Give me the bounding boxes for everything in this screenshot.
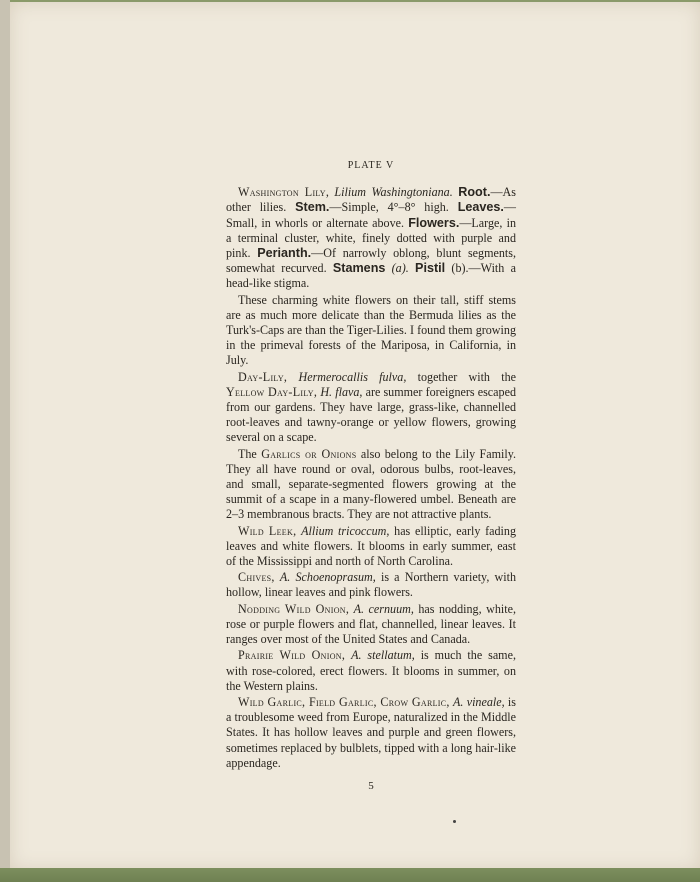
- paragraph-prairie-onion: [226, 648, 516, 694]
- paragraph-description: These charming white flowers on their tall, stiff stems are as much more delicate than the Bermuda lilies as the Turk's-Caps are than the Tiger-Lilies. I found them growing in the primeval forests of the Mariposa, in California, in July.: [226, 292, 516, 368]
- perianth-text: —Of narrowly oblong, blunt segments, somewhat recurved.: [226, 246, 516, 276]
- body-text: has elliptic, early fading leaves and white flowers. It blooms in early summer, east of the Mississippi and north of North Carolina.: [226, 523, 517, 569]
- common-name: Prairie Wild Onion,: [238, 648, 346, 663]
- stamens-text: (a).: [391, 261, 409, 276]
- latin-name: A. Schoenoprasum,: [279, 570, 376, 585]
- stem-label: Stem.: [295, 200, 330, 215]
- body-text: also belong to the Lily Family. They all have round or oval, odorous bulbs, root-leaves, and small, separate-segmented flowers growing at the summit of a scape in a many-flowered umbel. Beneath are 2–3 membranous bracts. They are not attractive plants.: [226, 446, 516, 522]
- stamens-label: Stamens: [332, 261, 386, 276]
- latin-name: A. stellatum,: [351, 648, 415, 663]
- body-text: together with the: [417, 369, 516, 384]
- perianth-label: Perianth.: [257, 246, 312, 261]
- page-number: 5: [368, 779, 374, 792]
- ink-speck: [453, 820, 456, 823]
- body-text: are summer foreigners escaped from our gardens. They have large, grass-like, channelled root-leaves and tawny-orange or yellow flowers, growing several on a scape.: [226, 384, 516, 445]
- common-name: Wild Garlic, Field Garlic, Crow Garlic,: [238, 694, 450, 709]
- leaves-text: —Small, in whorls or alternate above.: [226, 200, 516, 230]
- flowers-text: —Large, in a terminal cluster, white, finely dotted with purple and pink.: [226, 215, 517, 261]
- common-name: Garlics or Onions: [261, 446, 357, 461]
- body-text: has nodding, white, rose or purple flowers and flat, channelled, linear leaves. It ranges over most of the United States and Canada.: [226, 601, 516, 647]
- root-label: Root.: [458, 185, 491, 200]
- paragraph-wild-garlic: [226, 695, 516, 771]
- latin-name: H. flava,: [320, 384, 363, 399]
- book-cover-edge: [0, 868, 700, 882]
- book-binding: [0, 0, 10, 882]
- common-name: Wild Leek,: [238, 523, 297, 538]
- paragraph-wild-leek: [226, 524, 516, 570]
- common-name: Nodding Wild Onion,: [238, 601, 350, 616]
- paragraph-garlics: [226, 447, 516, 523]
- flowers-label: Flowers.: [408, 215, 460, 230]
- latin-name: Allium tricoccum,: [301, 523, 390, 538]
- paragraph-chives: [226, 570, 516, 600]
- body-text: is much the same, with rose-colored, erect flowers. It blooms in summer, on the Western plains.: [226, 648, 516, 693]
- page-text: [226, 158, 516, 794]
- latin-name: Hermerocallis fulva,: [298, 369, 407, 384]
- latin-name: Lilium Washingtoniana.: [334, 185, 453, 200]
- leaves-label: Leaves.: [457, 200, 504, 215]
- common-name: Yellow Day-Lily,: [226, 384, 318, 399]
- body-text: is a Northern variety, with hollow, linear leaves and pink flowers.: [226, 570, 517, 600]
- paragraph-washington-lily: Washington Lily, Lilium Washingtoniana. Root.—As other lilies. Stem.—Simple, 4°–8° high. Leaves.—Small, in whorls or alternate above. Flowers.—Large, in a terminal cluster, white, finely dotted with purple and pink. Perianth.—Of narrowly oblong, blunt segments, somewhat recurved. Stamens (a). Pistil (b).—With a head-like stigma.: [226, 185, 517, 291]
- root-text: —As other lilies.: [226, 185, 516, 215]
- latin-name: A. cernuum,: [353, 601, 414, 616]
- body-text: is a troublesome weed from Europe, naturalized in the Middle States. It has hollow leaves and purple and green flowers, sometimes replaced by bulblets, tipped with a long hair-like appendage.: [226, 694, 516, 770]
- common-name: Washington Lily: [238, 185, 326, 200]
- stem-text: —Simple, 4°–8° high.: [329, 200, 449, 215]
- paragraph-day-lily: [226, 370, 516, 446]
- common-name: Chives,: [238, 570, 275, 585]
- pistil-label: Pistil: [415, 261, 446, 276]
- common-name: Day-Lily,: [238, 369, 288, 384]
- plate-heading: PLATE V: [347, 160, 395, 171]
- latin-name: A. vineale,: [453, 694, 505, 709]
- body-text: The: [238, 446, 257, 461]
- pistil-text: (b).—With a head-like stigma.: [226, 261, 516, 291]
- paragraph-nodding-onion: [226, 602, 516, 648]
